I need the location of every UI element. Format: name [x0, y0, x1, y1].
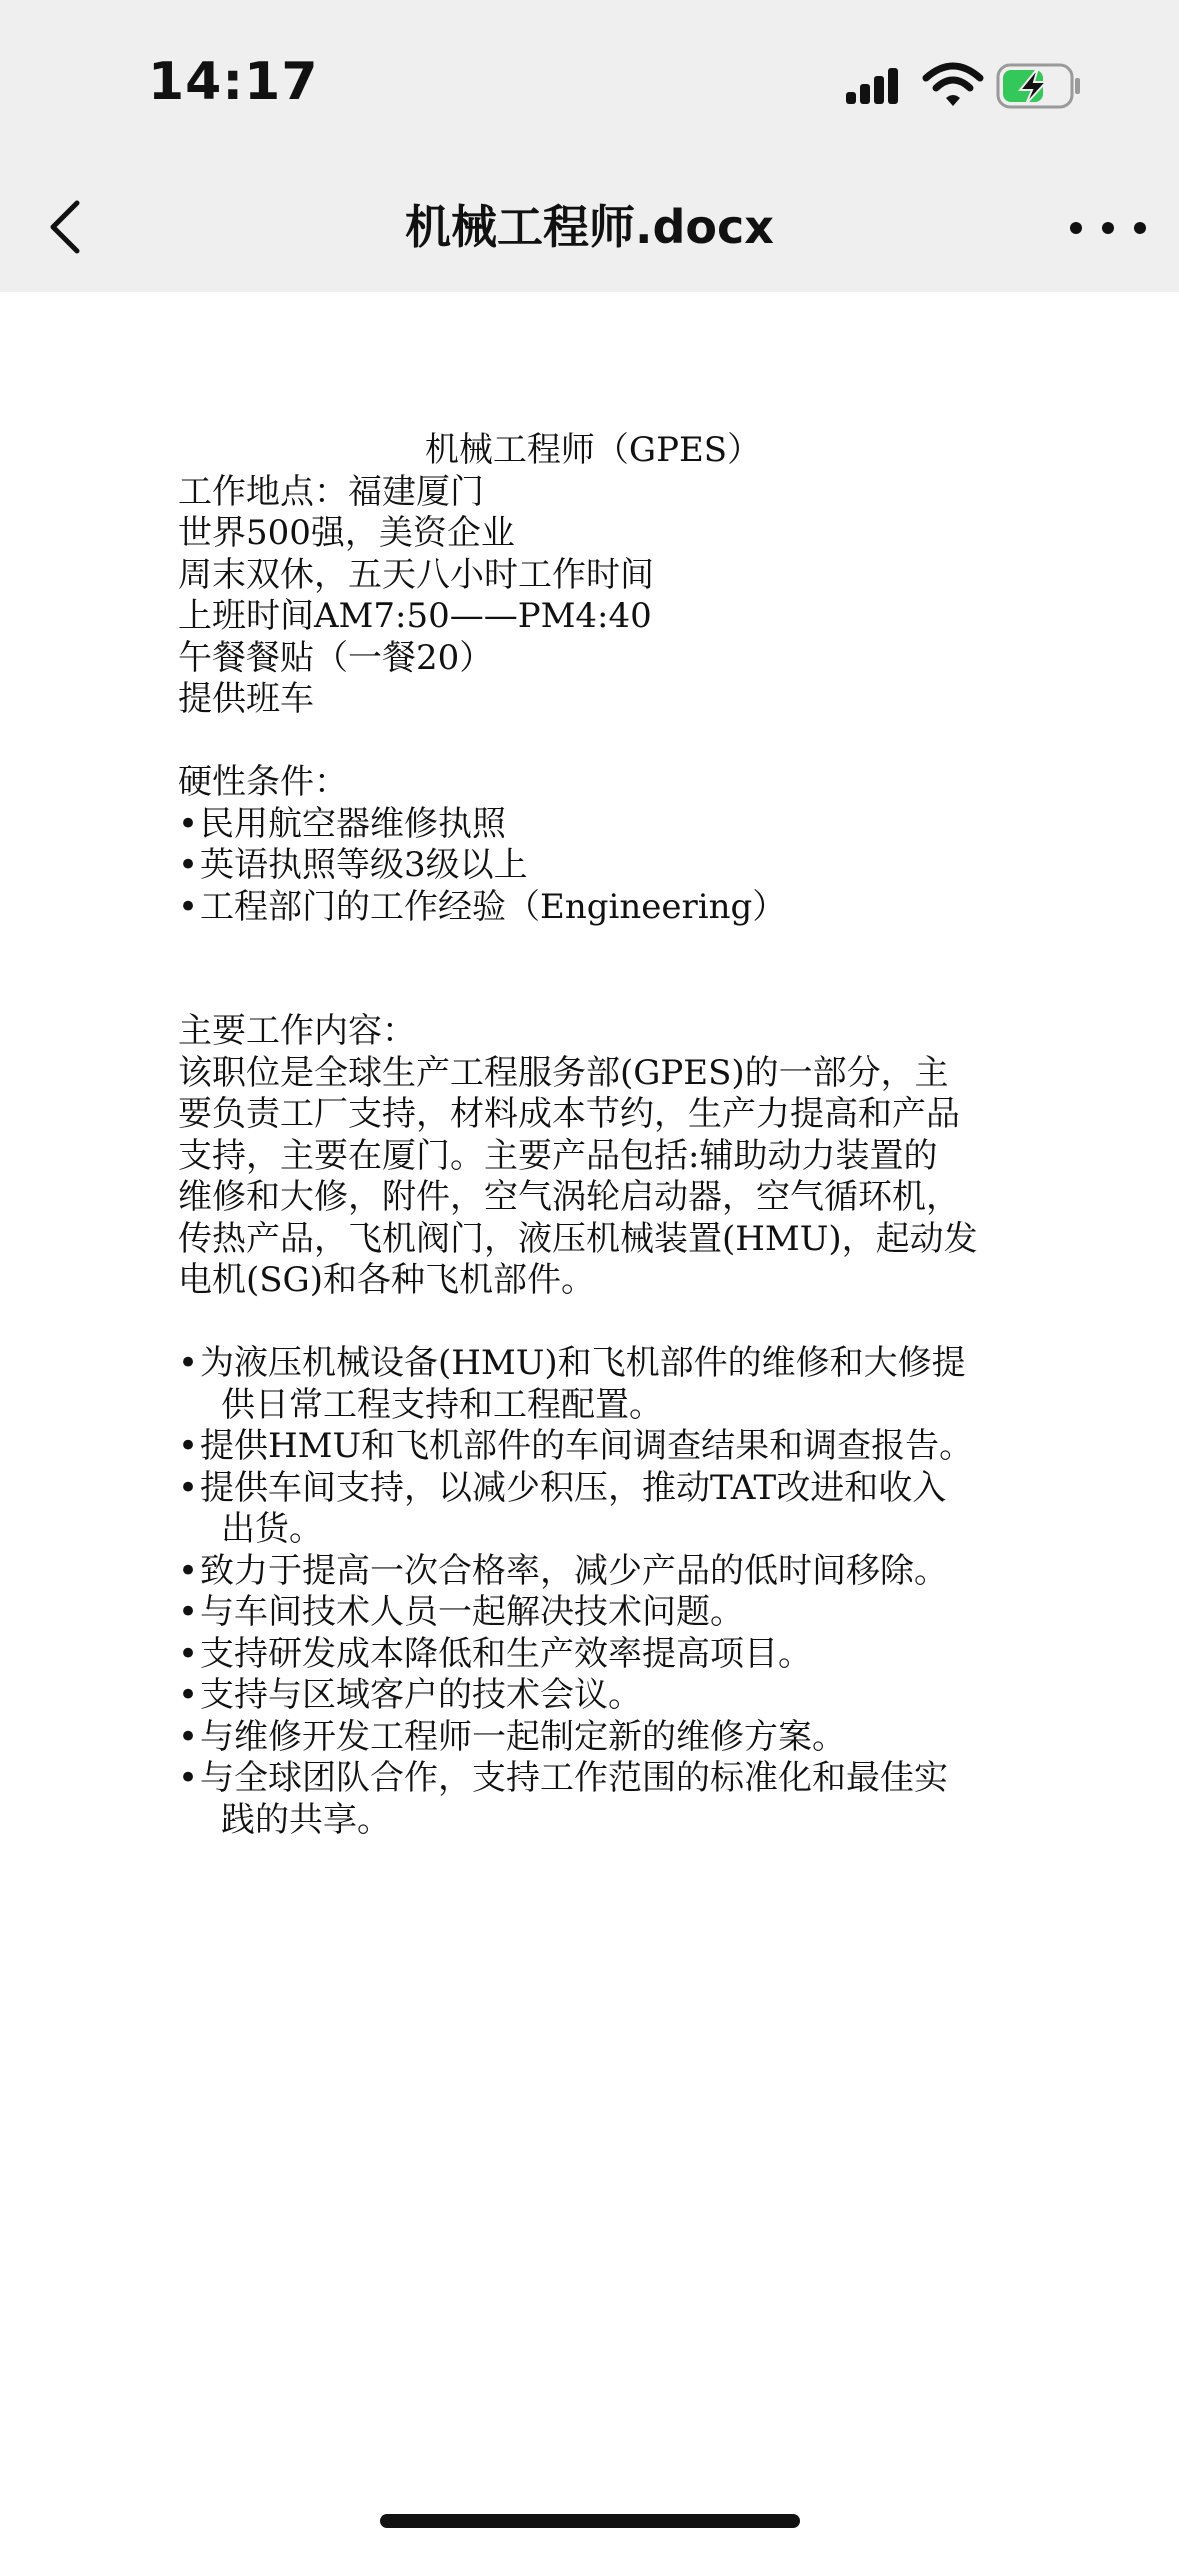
duty-line: 为液压机械设备(HMU)和飞机部件的维修和大修提 [200, 1343, 966, 1383]
info-line: 提供班车 [178, 679, 314, 719]
duties-para-line: 电机(SG)和各种飞机部件。 [178, 1260, 595, 1300]
doc-heading: 机械工程师（GPES） [424, 430, 762, 470]
duty-item: • 与车间技术人员一起解决技术问题。 [178, 1592, 1008, 1634]
duty-item: • 为液压机械设备(HMU)和飞机部件的维修和大修提 供日常工程支持和工程配置。 [178, 1343, 1008, 1426]
duties-para-line: 维修和大修，附件，空气涡轮启动器，空气循环机， [178, 1177, 960, 1217]
duty-item: • 与维修开发工程师一起制定新的维修方案。 [178, 1717, 1008, 1759]
battery-charging-icon [996, 62, 1082, 110]
requirement-item: • 民用航空器维修执照 [178, 803, 506, 844]
duty-item: • 提供HMU和飞机部件的车间调查结果和调查报告。 [178, 1426, 1008, 1468]
duty-line: 与维修开发工程师一起制定新的维修方案。 [200, 1716, 846, 1757]
top-bar [0, 0, 1179, 292]
duties-para-line: 支持，主要在厦门。主要产品包括:辅助动力装置的 [178, 1135, 938, 1176]
duty-line: 支持研发成本降低和生产效率提高项目。 [200, 1633, 812, 1674]
info-line: 上班时间AM7:50——PM4:40 [178, 596, 652, 636]
requirement-item: • 工程部门的工作经验（Engineering） [178, 886, 787, 927]
info-line: 世界500强，美资企业 [178, 513, 515, 553]
duty-line: 致力于提高一次合格率，减少产品的低时间移除。 [200, 1550, 948, 1591]
info-line: 周末双休，五天八小时工作时间 [178, 554, 654, 595]
duties-para-line: 要负责工厂支持，材料成本节约，生产力提高和产品 [178, 1094, 960, 1134]
more-horizontal-icon [1070, 222, 1082, 234]
requirement-item: • 英语执照等级3级以上 [178, 845, 528, 885]
duties-para-line: 传热产品，飞机阀门，液压机械装置(HMU)，起动发 [178, 1218, 978, 1259]
duty-item: • 与全球团队合作，支持工作范围的标准化和最佳实 践的共享。 [178, 1758, 1008, 1841]
duty-line: 提供HMU和飞机部件的车间调查结果和调查报告。 [200, 1426, 974, 1466]
wifi-icon [922, 62, 984, 108]
signal-icon [844, 66, 906, 106]
duty-line: 与全球团队合作，支持工作范围的标准化和最佳实 [200, 1758, 948, 1798]
duty-item: • 支持与区域客户的技术会议。 [178, 1675, 1008, 1717]
duty-line-cont: 践的共享。 [221, 1799, 391, 1840]
duty-line: 支持与区域客户的技术会议。 [200, 1675, 642, 1715]
duties-title: 主要工作内容： [178, 1011, 416, 1051]
duty-line: 与车间技术人员一起解决技术问题。 [200, 1592, 744, 1632]
document-body [178, 430, 1008, 1841]
duty-line-cont: 出货。 [221, 1509, 323, 1549]
home-indicator[interactable] [380, 2514, 800, 2528]
duty-item: • 致力于提高一次合格率，减少产品的低时间移除。 [178, 1551, 1008, 1593]
duty-item: • 支持研发成本降低和生产效率提高项目。 [178, 1634, 1008, 1676]
info-line: 工作地点：福建厦门 [178, 471, 484, 512]
document-title: 机械工程师.docx [405, 200, 774, 254]
duties-para-line: 该职位是全球生产工程服务部(GPES)的一部分，主 [178, 1052, 949, 1093]
requirements-title: 硬性条件： [178, 762, 348, 802]
duty-line-cont: 供日常工程支持和工程配置。 [221, 1384, 663, 1425]
status-time: 14:17 [148, 52, 319, 112]
info-line: 午餐餐贴（一餐20） [178, 637, 494, 678]
duty-line: 提供车间支持，以减少积压，推动TAT改进和收入 [200, 1467, 947, 1508]
more-button[interactable] [1070, 200, 1146, 256]
duty-item: • 提供车间支持，以减少积压，推动TAT改进和收入 出货。 [178, 1468, 1008, 1551]
